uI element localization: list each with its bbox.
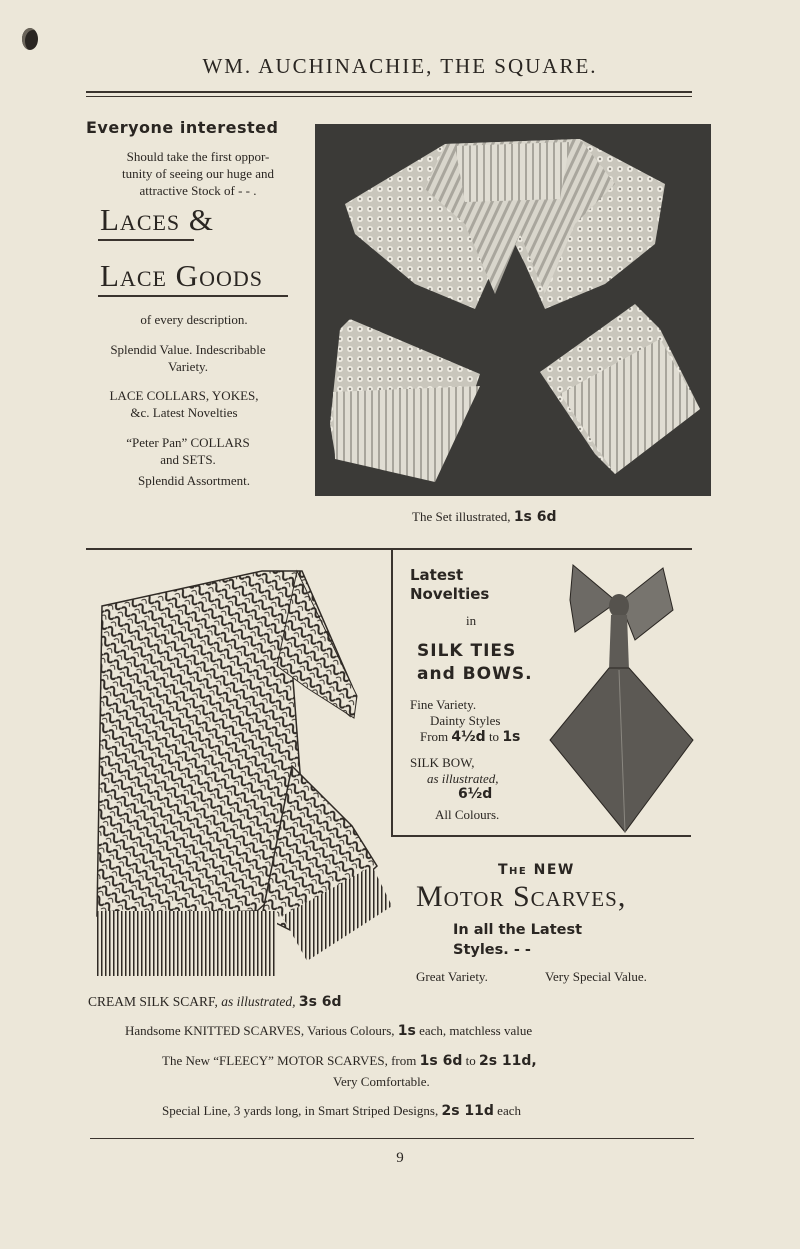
special-tail: each	[497, 1103, 521, 1118]
cream-italic: as illustrated,	[221, 994, 296, 1009]
scarves-special-value: Very Special Value.	[545, 969, 647, 984]
laces-title-line1: Laces &	[100, 202, 215, 237]
lace-set-illustration	[315, 124, 711, 496]
ties-colours: All Colours.	[435, 807, 500, 822]
fleecy-price1: 1s 6d	[419, 1053, 463, 1069]
laces-value	[80, 341, 296, 375]
laces-intro	[98, 148, 298, 199]
ties-from-price: 4½d	[451, 729, 486, 745]
silk-bow-illustration	[545, 560, 695, 835]
ties-bow-price: 6½d	[458, 786, 493, 802]
laces-headline: Everyone interested	[86, 118, 279, 137]
laces-title-underline2	[98, 295, 288, 297]
lace-caption-text: The Set illustrated,	[412, 509, 511, 524]
scarves-great-variety: Great Variety.	[416, 969, 488, 984]
ties-box-bottom-rule	[391, 835, 691, 837]
ties-in: in	[466, 613, 477, 628]
laces-collars-line: LACE COLLARS, YOKES,	[109, 388, 259, 403]
cream-silk-scarf-line	[88, 993, 342, 1011]
very-comfortable: Very Comfortable.	[333, 1074, 430, 1089]
footer-rule	[90, 1138, 694, 1139]
ties-headline-line: Latest	[410, 566, 464, 584]
ties-from	[420, 728, 520, 746]
laces-intro-line: attractive Stock of - - .	[139, 183, 257, 198]
ties-headline	[410, 566, 489, 604]
knitted-tail: each, matchless value	[419, 1023, 533, 1038]
header-rule-top	[86, 91, 692, 93]
ties-to-text: to	[488, 729, 500, 744]
laces-intro-line: tunity of seeing our huge and	[122, 166, 274, 181]
ties-headline-line: Novelties	[410, 585, 490, 603]
laces-title-underline1	[98, 239, 194, 241]
fleecy-to: to	[465, 1053, 476, 1068]
cream-price: 3s 6d	[298, 994, 342, 1010]
scarves-subtitle-line: In all the Latest	[453, 922, 583, 938]
fleecy-price2: 2s 11d,	[478, 1053, 537, 1069]
header-rule-bottom	[86, 96, 692, 97]
lace-caption	[412, 509, 557, 525]
cream-text: CREAM SILK SCARF,	[88, 994, 218, 1009]
punch-hole-decoration	[22, 28, 38, 50]
laces-value-line: Splendid Value. Indescribable	[110, 342, 266, 357]
ties-illustrated: as illustrated,	[427, 771, 499, 786]
scarves-subtitle	[453, 920, 582, 960]
laces-peterpan-line: “Peter Pan” COLLARS	[126, 435, 250, 450]
bow-drawing	[545, 560, 695, 835]
ties-dainty: Dainty Styles	[430, 713, 501, 728]
scarf-drawing	[92, 566, 392, 980]
fleecy-text: The New “FLEECY” MOTOR SCARVES, from	[162, 1053, 417, 1068]
scarves-title: Motor Scarves,	[416, 880, 627, 913]
lace-set-photo	[315, 124, 711, 496]
laces-intro-line: Should take the first oppor-	[126, 149, 270, 164]
laces-value-line: Variety.	[168, 359, 208, 374]
scarves-subtitle-line: Styles. - -	[453, 942, 531, 958]
ties-fine: Fine Variety.	[410, 697, 477, 712]
special-price: 2s 11d	[441, 1103, 494, 1119]
laces-collars	[76, 387, 292, 421]
knitted-price: 1s	[397, 1023, 416, 1039]
cream-silk-scarf-illustration	[92, 566, 392, 980]
page-number: 9	[396, 1150, 404, 1166]
ties-title-line: and BOWS.	[417, 664, 533, 684]
ties-to-price: 1s	[502, 729, 521, 745]
ties-from-text: From	[420, 729, 449, 744]
ties-title-line: SILK TIES	[417, 641, 517, 661]
laces-peterpan	[80, 434, 296, 468]
laces-title-line2: Lace Goods	[100, 258, 263, 293]
laces-collars-line: &c. Latest Novelties	[130, 405, 238, 420]
page-header-title: WM. AUCHINACHIE, THE SQUARE.	[202, 54, 598, 78]
fleecy-scarves-line	[162, 1052, 537, 1070]
ties-title	[417, 640, 533, 686]
ties-bow: SILK BOW,	[410, 755, 475, 770]
special-text: Special Line, 3 yards long, in Smart Striped Designs,	[162, 1103, 439, 1118]
knitted-scarves-line	[125, 1022, 532, 1040]
special-line	[162, 1102, 521, 1120]
knitted-text: Handsome KNITTED SCARVES, Various Colours,	[125, 1023, 395, 1038]
lace-caption-price: 1s 6d	[513, 509, 557, 525]
laces-peterpan-line: and SETS.	[160, 452, 216, 467]
laces-desc: of every description.	[140, 312, 248, 327]
section-divider-rule	[86, 548, 692, 550]
laces-assortment: Splendid Assortment.	[138, 473, 250, 488]
scarves-the-new: The NEW	[498, 862, 575, 878]
